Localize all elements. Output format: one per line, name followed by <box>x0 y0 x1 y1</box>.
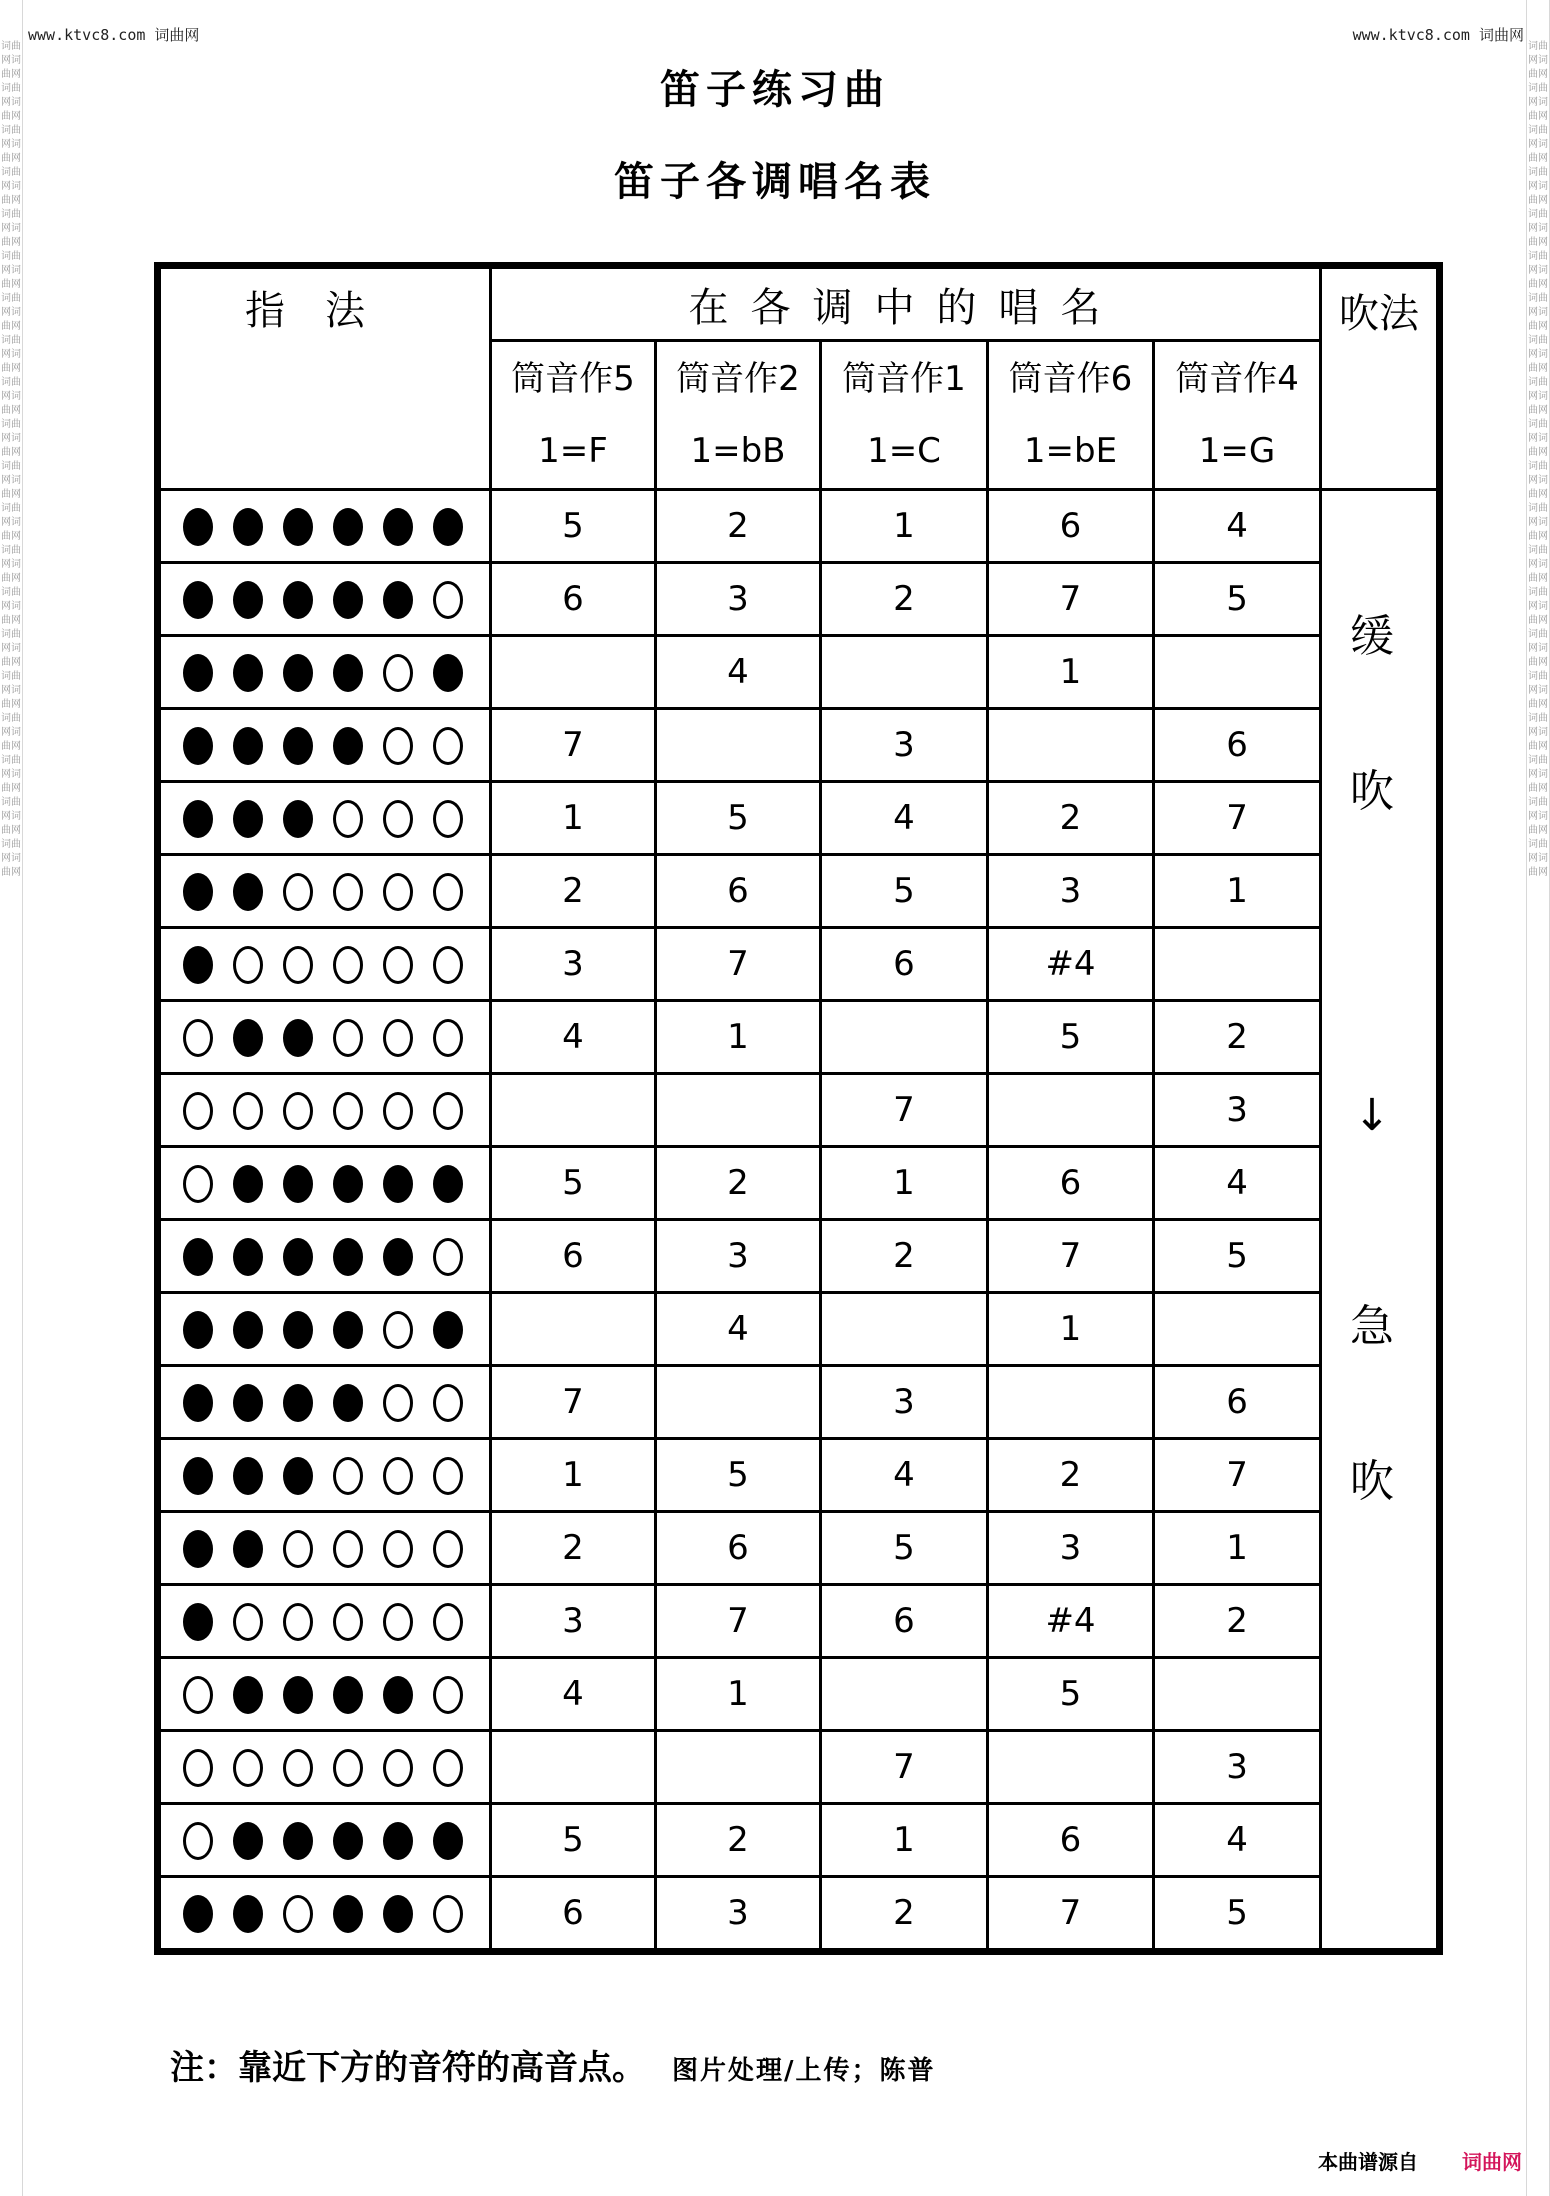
closed-hole-icon <box>183 1895 213 1933</box>
fingering-cell <box>158 1001 491 1074</box>
closed-hole-icon <box>233 1822 263 1860</box>
closed-hole-icon <box>283 1019 313 1057</box>
open-hole-icon <box>383 1384 413 1422</box>
note-cell: 5 <box>1154 1877 1321 1952</box>
note-cell <box>1154 1658 1321 1731</box>
note-cell: 5 <box>491 1147 656 1220</box>
blow-label: ↓ <box>1353 1090 1391 1141</box>
note-cell: 4 <box>821 1439 988 1512</box>
table-row <box>158 1220 1440 1293</box>
note-cell <box>1154 928 1321 1001</box>
closed-hole-icon <box>333 1676 363 1714</box>
note-cell <box>821 1658 988 1731</box>
closed-hole-icon <box>233 1895 263 1933</box>
open-hole-icon <box>433 727 463 765</box>
blow-label: 急 <box>1350 1301 1394 1352</box>
closed-hole-icon <box>283 727 313 765</box>
note-cell: 5 <box>988 1001 1154 1074</box>
note-cell: 4 <box>821 782 988 855</box>
open-hole-icon <box>333 1749 363 1787</box>
note-cell: 2 <box>821 1220 988 1293</box>
key-header <box>821 341 988 490</box>
open-hole-icon <box>433 1019 463 1057</box>
note-cell <box>491 1293 656 1366</box>
open-hole-icon <box>433 1457 463 1495</box>
footnote: 注：靠近下方的音符的高音点。 <box>170 2048 646 2088</box>
closed-hole-icon <box>233 581 263 619</box>
note-cell: 2 <box>656 490 821 563</box>
table-row <box>158 1293 1440 1366</box>
note-cell: #4 <box>988 1585 1154 1658</box>
closed-hole-icon <box>333 1384 363 1422</box>
note-cell: 5 <box>821 855 988 928</box>
note-cell: 3 <box>491 1585 656 1658</box>
open-hole-icon <box>183 1165 213 1203</box>
open-hole-icon <box>183 1019 213 1057</box>
open-hole-icon <box>433 1384 463 1422</box>
note-cell: 3 <box>491 928 656 1001</box>
note-cell <box>821 1293 988 1366</box>
fingering-header: 指法 <box>158 266 491 490</box>
note-cell: 6 <box>656 1512 821 1585</box>
closed-hole-icon <box>233 1384 263 1422</box>
closed-hole-icon <box>233 1457 263 1495</box>
open-hole-icon <box>433 1092 463 1130</box>
open-hole-icon <box>433 1238 463 1276</box>
table-row <box>158 1804 1440 1877</box>
open-hole-icon <box>383 1019 413 1057</box>
table-row <box>158 1658 1440 1731</box>
open-hole-icon <box>183 1092 213 1130</box>
table-row <box>158 855 1440 928</box>
open-hole-icon <box>433 1749 463 1787</box>
open-hole-icon <box>183 1822 213 1860</box>
note-cell: 1 <box>1154 855 1321 928</box>
closed-hole-icon <box>183 1238 213 1276</box>
key-tube-note: 筒音作5 <box>511 359 635 399</box>
closed-hole-icon <box>183 946 213 984</box>
note-cell: 4 <box>1154 490 1321 563</box>
note-cell: 5 <box>1154 1220 1321 1293</box>
closed-hole-icon <box>333 1238 363 1276</box>
closed-hole-icon <box>333 1895 363 1933</box>
note-cell: 7 <box>988 1877 1154 1952</box>
closed-hole-icon <box>183 727 213 765</box>
open-hole-icon <box>283 1749 313 1787</box>
table-row <box>158 1439 1440 1512</box>
fingering-cell <box>158 709 491 782</box>
note-cell <box>1154 636 1321 709</box>
closed-hole-icon <box>383 1676 413 1714</box>
closed-hole-icon <box>233 654 263 692</box>
closed-hole-icon <box>183 508 213 546</box>
note-cell: 7 <box>656 928 821 1001</box>
closed-hole-icon <box>383 1895 413 1933</box>
upload-credit: 图片处理/上传；陈普 <box>672 2056 936 2086</box>
note-cell: 5 <box>821 1512 988 1585</box>
open-hole-icon <box>183 1749 213 1787</box>
note-cell <box>988 709 1154 782</box>
note-cell: 6 <box>491 1220 656 1293</box>
note-cell: 3 <box>988 1512 1154 1585</box>
note-cell: 4 <box>491 1001 656 1074</box>
left-border-strip <box>0 0 23 2196</box>
key-tube-note: 筒音作6 <box>1008 359 1133 399</box>
note-cell: 6 <box>821 1585 988 1658</box>
note-cell: 3 <box>1154 1731 1321 1804</box>
watermark-right: www.ktvc8.com 词曲网 <box>1352 26 1524 44</box>
table-row <box>158 782 1440 855</box>
fingering-cell <box>158 1731 491 1804</box>
fingering-cell <box>158 782 491 855</box>
closed-hole-icon <box>333 727 363 765</box>
open-hole-icon <box>333 1530 363 1568</box>
open-hole-icon <box>333 1092 363 1130</box>
closed-hole-icon <box>233 1238 263 1276</box>
closed-hole-icon <box>333 508 363 546</box>
table-row <box>158 1147 1440 1220</box>
closed-hole-icon <box>383 1238 413 1276</box>
footer-site-link[interactable]: 词曲网 <box>1462 2150 1522 2174</box>
key-tube-note: 筒音作1 <box>842 359 966 399</box>
table-row <box>158 709 1440 782</box>
key-signature: 1=G <box>1198 431 1276 471</box>
closed-hole-icon <box>383 1165 413 1203</box>
key-header <box>988 341 1154 490</box>
blow-label: 吹 <box>1350 1456 1394 1507</box>
note-cell: 4 <box>656 636 821 709</box>
note-cell: 6 <box>1154 1366 1321 1439</box>
closed-hole-icon <box>233 508 263 546</box>
open-hole-icon <box>433 1676 463 1714</box>
table-row <box>158 1512 1440 1585</box>
fingering-cell <box>158 563 491 636</box>
note-cell: 1 <box>656 1658 821 1731</box>
closed-hole-icon <box>283 1822 313 1860</box>
table-row <box>158 1877 1440 1952</box>
fingering-cell <box>158 855 491 928</box>
note-cell: 4 <box>656 1293 821 1366</box>
fingering-cell <box>158 490 491 563</box>
fingering-cell <box>158 636 491 709</box>
note-cell <box>656 1731 821 1804</box>
note-cell <box>656 1074 821 1147</box>
closed-hole-icon <box>283 1676 313 1714</box>
note-cell: 1 <box>821 1147 988 1220</box>
note-cell <box>988 1366 1154 1439</box>
closed-hole-icon <box>283 1384 313 1422</box>
table-row <box>158 1585 1440 1658</box>
note-cell: 3 <box>988 855 1154 928</box>
open-hole-icon <box>233 946 263 984</box>
fingering-table <box>154 262 1443 1955</box>
table-row <box>158 490 1440 563</box>
blow-header: 吹法 <box>1321 266 1440 490</box>
open-hole-icon <box>333 800 363 838</box>
fingering-cell <box>158 1220 491 1293</box>
note-cell: 3 <box>821 1366 988 1439</box>
names-header: 在各调中的唱名 <box>491 266 1321 341</box>
fingering-cell <box>158 1804 491 1877</box>
closed-hole-icon <box>283 1238 313 1276</box>
open-hole-icon <box>233 1749 263 1787</box>
note-cell: 5 <box>656 782 821 855</box>
closed-hole-icon <box>433 1311 463 1349</box>
closed-hole-icon <box>333 1311 363 1349</box>
note-cell: 1 <box>491 1439 656 1512</box>
note-cell: 6 <box>491 563 656 636</box>
closed-hole-icon <box>183 1311 213 1349</box>
open-hole-icon <box>283 1895 313 1933</box>
note-cell: 6 <box>1154 709 1321 782</box>
closed-hole-icon <box>233 727 263 765</box>
closed-hole-icon <box>183 1530 213 1568</box>
closed-hole-icon <box>183 1603 213 1641</box>
table-row <box>158 636 1440 709</box>
note-cell: 1 <box>821 490 988 563</box>
note-cell: 2 <box>491 1512 656 1585</box>
note-cell: #4 <box>988 928 1154 1001</box>
note-cell <box>491 1731 656 1804</box>
closed-hole-icon <box>233 800 263 838</box>
note-cell: 6 <box>988 1804 1154 1877</box>
note-cell <box>988 1074 1154 1147</box>
note-cell: 7 <box>1154 782 1321 855</box>
key-tube-note: 筒音作2 <box>676 359 800 399</box>
open-hole-icon <box>183 1676 213 1714</box>
open-hole-icon <box>383 1603 413 1641</box>
open-hole-icon <box>383 1457 413 1495</box>
note-cell: 7 <box>821 1074 988 1147</box>
closed-hole-icon <box>383 581 413 619</box>
table-row <box>158 1074 1440 1147</box>
closed-hole-icon <box>233 1530 263 1568</box>
closed-hole-icon <box>333 581 363 619</box>
note-cell: 2 <box>821 563 988 636</box>
open-hole-icon <box>283 1530 313 1568</box>
table-row <box>158 1001 1440 1074</box>
closed-hole-icon <box>183 800 213 838</box>
table-row <box>158 1366 1440 1439</box>
open-hole-icon <box>433 1530 463 1568</box>
open-hole-icon <box>383 1092 413 1130</box>
note-cell: 2 <box>1154 1001 1321 1074</box>
fingering-cell <box>158 1658 491 1731</box>
key-signature: 1=bE <box>1023 431 1118 471</box>
closed-hole-icon <box>333 1822 363 1860</box>
note-cell <box>656 1366 821 1439</box>
closed-hole-icon <box>333 1165 363 1203</box>
open-hole-icon <box>433 581 463 619</box>
open-hole-icon <box>383 654 413 692</box>
note-cell: 7 <box>988 563 1154 636</box>
note-cell <box>656 709 821 782</box>
open-hole-icon <box>433 1603 463 1641</box>
closed-hole-icon <box>433 1165 463 1203</box>
note-cell: 6 <box>988 1147 1154 1220</box>
note-cell: 1 <box>491 782 656 855</box>
note-cell: 1 <box>656 1001 821 1074</box>
note-cell: 5 <box>491 490 656 563</box>
table-row <box>158 563 1440 636</box>
open-hole-icon <box>433 873 463 911</box>
closed-hole-icon <box>283 508 313 546</box>
note-cell <box>491 1074 656 1147</box>
open-hole-icon <box>383 727 413 765</box>
closed-hole-icon <box>433 508 463 546</box>
fingering-cell <box>158 1512 491 1585</box>
note-cell: 7 <box>1154 1439 1321 1512</box>
fingering-cell <box>158 928 491 1001</box>
closed-hole-icon <box>333 654 363 692</box>
closed-hole-icon <box>233 1676 263 1714</box>
note-cell: 2 <box>821 1877 988 1952</box>
key-signature: 1=bB <box>690 431 786 471</box>
fingering-cell <box>158 1074 491 1147</box>
right-side-watermark: 词曲网词曲网词曲网词曲网词曲网词曲网词曲网词曲网词曲网词曲网词曲网词曲网词曲网词曲网词曲网词曲网词曲网词曲网词曲网词曲网词曲网词曲网词曲网词曲网词曲网词曲网词曲网词曲网词曲网词曲网词曲网词曲网词曲网词曲网词曲网词曲网词曲网词曲网词曲网词曲网 <box>1528 41 1548 878</box>
note-cell <box>1154 1293 1321 1366</box>
note-cell: 1 <box>988 636 1154 709</box>
note-cell: 2 <box>656 1804 821 1877</box>
note-cell: 1 <box>821 1804 988 1877</box>
note-cell <box>491 636 656 709</box>
key-tube-note: 筒音作4 <box>1175 359 1299 399</box>
closed-hole-icon <box>183 581 213 619</box>
note-cell: 7 <box>491 1366 656 1439</box>
page-title: 笛子练习曲 <box>660 66 890 113</box>
closed-hole-icon <box>433 1822 463 1860</box>
note-cell: 2 <box>988 782 1154 855</box>
key-signature: 1=C <box>867 431 941 471</box>
closed-hole-icon <box>433 654 463 692</box>
closed-hole-icon <box>383 508 413 546</box>
note-cell: 7 <box>988 1220 1154 1293</box>
closed-hole-icon <box>283 1165 313 1203</box>
note-cell: 6 <box>656 855 821 928</box>
note-cell: 3 <box>821 709 988 782</box>
open-hole-icon <box>233 1092 263 1130</box>
page-subtitle: 笛子各调唱名表 <box>614 158 936 205</box>
note-cell: 2 <box>988 1439 1154 1512</box>
closed-hole-icon <box>383 1822 413 1860</box>
note-cell: 1 <box>1154 1512 1321 1585</box>
closed-hole-icon <box>283 1457 313 1495</box>
open-hole-icon <box>283 873 313 911</box>
note-cell: 5 <box>988 1658 1154 1731</box>
open-hole-icon <box>433 946 463 984</box>
note-cell: 7 <box>821 1731 988 1804</box>
note-cell: 3 <box>656 563 821 636</box>
note-cell: 5 <box>1154 563 1321 636</box>
fingering-cell <box>158 1147 491 1220</box>
table-row <box>158 928 1440 1001</box>
note-cell <box>821 636 988 709</box>
closed-hole-icon <box>283 1311 313 1349</box>
open-hole-icon <box>283 946 313 984</box>
open-hole-icon <box>383 946 413 984</box>
closed-hole-icon <box>233 873 263 911</box>
blow-label: 缓 <box>1350 611 1394 662</box>
fingering-cell <box>158 1585 491 1658</box>
note-cell: 3 <box>656 1877 821 1952</box>
fingering-cell <box>158 1439 491 1512</box>
open-hole-icon <box>333 1603 363 1641</box>
blow-label: 吹 <box>1350 766 1394 817</box>
note-cell: 1 <box>988 1293 1154 1366</box>
footer-source: 本曲谱源自 <box>1318 2150 1418 2174</box>
note-cell: 6 <box>988 490 1154 563</box>
open-hole-icon <box>283 1092 313 1130</box>
fingering-cell <box>158 1877 491 1952</box>
closed-hole-icon <box>233 1311 263 1349</box>
left-side-watermark: 词曲网词曲网词曲网词曲网词曲网词曲网词曲网词曲网词曲网词曲网词曲网词曲网词曲网词曲网词曲网词曲网词曲网词曲网词曲网词曲网词曲网词曲网词曲网词曲网词曲网词曲网词曲网词曲网词曲网词曲网词曲网词曲网词曲网词曲网词曲网词曲网词曲网词曲网词曲网词曲网 <box>1 41 21 878</box>
note-cell: 5 <box>656 1439 821 1512</box>
open-hole-icon <box>333 873 363 911</box>
blow-column <box>1321 490 1440 1952</box>
fingering-cell <box>158 1293 491 1366</box>
open-hole-icon <box>333 946 363 984</box>
closed-hole-icon <box>233 1019 263 1057</box>
open-hole-icon <box>433 800 463 838</box>
open-hole-icon <box>233 1603 263 1641</box>
note-cell: 3 <box>656 1220 821 1293</box>
right-border-strip <box>1526 0 1550 2196</box>
closed-hole-icon <box>183 1457 213 1495</box>
note-cell: 2 <box>1154 1585 1321 1658</box>
open-hole-icon <box>383 873 413 911</box>
table-row <box>158 1731 1440 1804</box>
note-cell: 3 <box>1154 1074 1321 1147</box>
open-hole-icon <box>333 1019 363 1057</box>
note-cell: 6 <box>821 928 988 1001</box>
watermark-left: www.ktvc8.com 词曲网 <box>28 26 200 44</box>
note-cell: 2 <box>491 855 656 928</box>
fingering-cell <box>158 1366 491 1439</box>
closed-hole-icon <box>233 1165 263 1203</box>
key-header <box>491 341 656 490</box>
open-hole-icon <box>433 1895 463 1933</box>
open-hole-icon <box>383 1530 413 1568</box>
open-hole-icon <box>383 800 413 838</box>
note-cell: 4 <box>1154 1147 1321 1220</box>
closed-hole-icon <box>283 654 313 692</box>
note-cell: 2 <box>656 1147 821 1220</box>
closed-hole-icon <box>183 873 213 911</box>
note-cell: 4 <box>491 1658 656 1731</box>
closed-hole-icon <box>283 800 313 838</box>
note-cell <box>988 1731 1154 1804</box>
open-hole-icon <box>283 1603 313 1641</box>
key-header <box>1154 341 1321 490</box>
note-cell: 7 <box>656 1585 821 1658</box>
key-signature: 1=F <box>538 431 608 471</box>
note-cell <box>821 1001 988 1074</box>
note-cell: 6 <box>491 1877 656 1952</box>
open-hole-icon <box>383 1311 413 1349</box>
note-cell: 5 <box>491 1804 656 1877</box>
closed-hole-icon <box>283 581 313 619</box>
open-hole-icon <box>333 1457 363 1495</box>
closed-hole-icon <box>183 654 213 692</box>
closed-hole-icon <box>183 1384 213 1422</box>
key-header <box>656 341 821 490</box>
note-cell: 4 <box>1154 1804 1321 1877</box>
note-cell: 7 <box>491 709 656 782</box>
open-hole-icon <box>383 1749 413 1787</box>
